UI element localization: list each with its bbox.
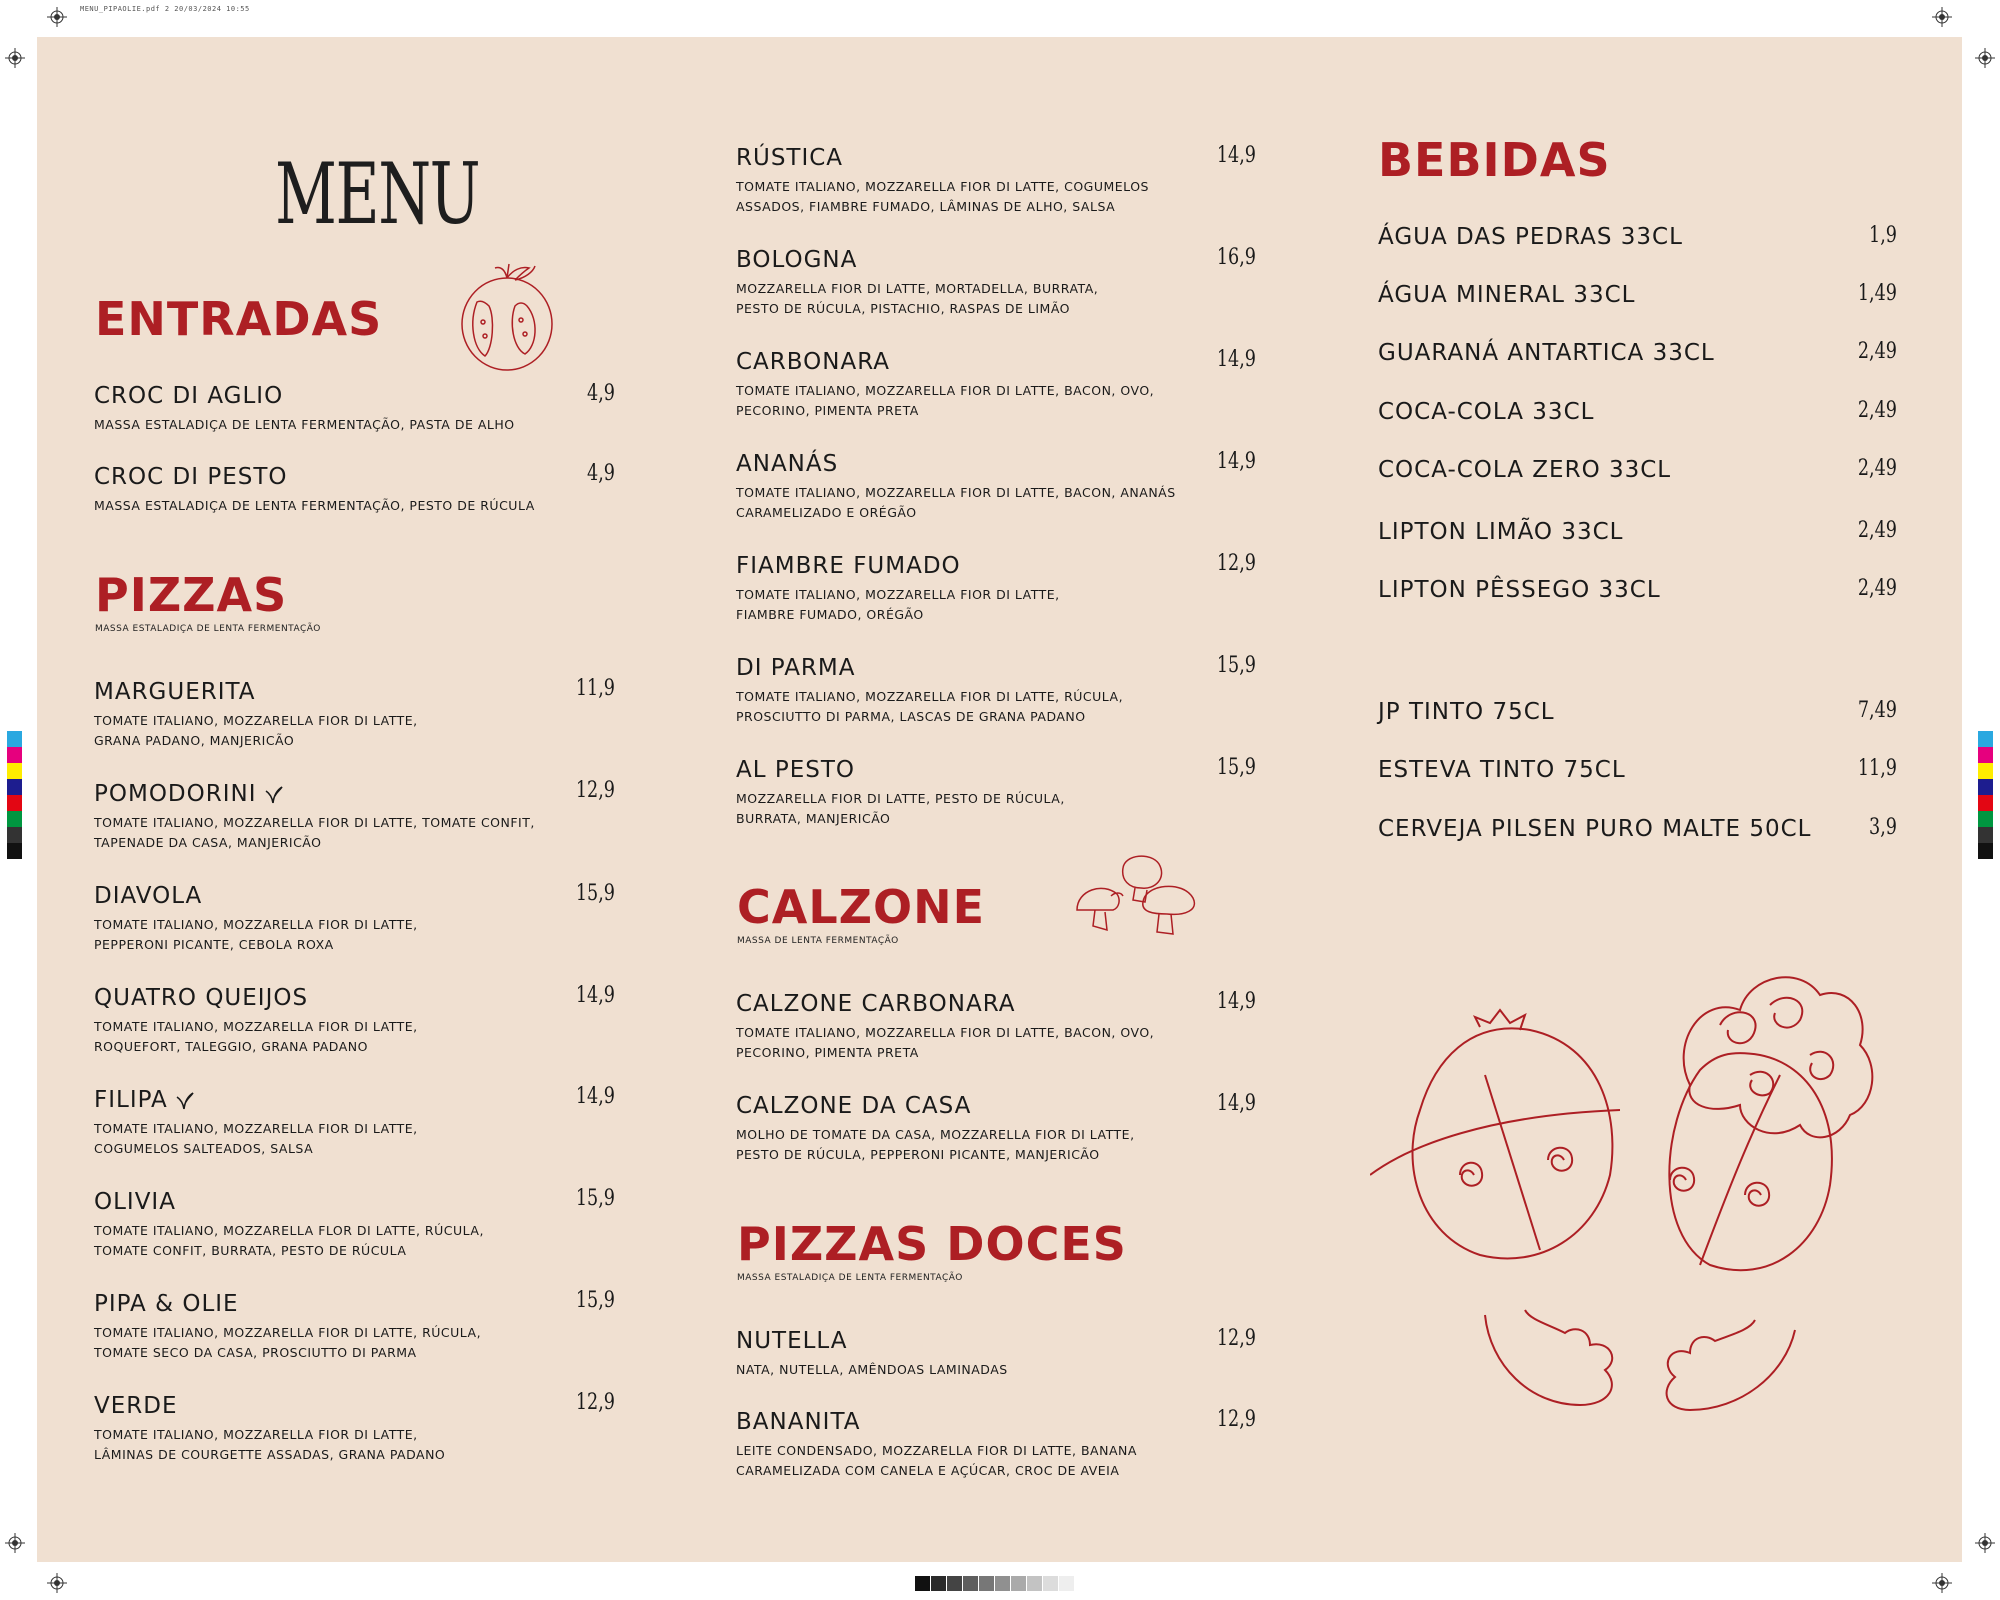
item-name: ÁGUA DAS PEDRAS 33CL [1378, 224, 1683, 250]
item-description: TOMATE ITALIANO, MOZZARELLA FIOR DI LATTE, COGUMELOS ASSADOS, FIAMBRE FUMADO, LÂMINAS DE ALHO, SALSA [736, 179, 1149, 214]
item-price: 4,9 [587, 381, 615, 406]
drink-item [1378, 699, 1555, 725]
item-name: COCA-COLA ZERO 33CL [1378, 457, 1672, 483]
drink-item [1378, 224, 1683, 250]
item-description: TOMATE ITALIANO, MOZZARELLA FIOR DI LATTE, GRANA PADANO, MANJERICÃO [94, 713, 418, 748]
item-name: DI PARMA [736, 655, 856, 681]
menu-item [736, 349, 1154, 421]
item-description: TOMATE ITALIANO, MOZZARELLA FIOR DI LATTE, BACON, ANANÁS CARAMELIZADO E ORÉGÃO [736, 485, 1176, 520]
item-price: 15,9 [1216, 653, 1256, 678]
item-price: 12,9 [575, 778, 615, 803]
item-name: LIPTON PÊSSEGO 33CL [1378, 577, 1661, 603]
item-price: 7,49 [1857, 698, 1897, 723]
item-description: TOMATE ITALIANO, MOZZARELLA FIOR DI LATTE, COGUMELOS SALTEADOS, SALSA [94, 1121, 418, 1156]
leaf-icon [176, 1091, 194, 1111]
item-price: 14,9 [1216, 347, 1256, 372]
drink-item [1378, 399, 1594, 425]
item-name: FIAMBRE FUMADO [736, 553, 961, 579]
menu-item [94, 985, 418, 1057]
item-description: TOMATE ITALIANO, MOZZARELLA FIOR DI LATTE, PEPPERONI PICANTE, CEBOLA ROXA [94, 917, 418, 952]
item-name: DIAVOLA [94, 883, 203, 909]
grayscale-calibration-bar [915, 1576, 1075, 1591]
menu-item [736, 655, 1123, 727]
menu-title: MENU [275, 145, 480, 243]
menu-item [94, 1291, 481, 1363]
menu-item [736, 757, 1065, 829]
menu-item [736, 991, 1154, 1063]
pizzas-section [95, 568, 321, 634]
item-description: MASSA ESTALADIÇA DE LENTA FERMENTAÇÃO, PASTA DE ALHO [94, 417, 515, 432]
menu-item [736, 553, 1060, 625]
section-title-entradas: ENTRADAS [95, 292, 383, 346]
item-price: 11,9 [1857, 756, 1897, 781]
item-name: ESTEVA TINTO 75CL [1378, 757, 1626, 783]
item-description: MOLHO DE TOMATE DA CASA, MOZZARELLA FIOR DI LATTE, PESTO DE RÚCULA, PEPPERONI PICANTE, MANJERICÃO [736, 1127, 1135, 1162]
bebidas-section [1378, 133, 1611, 187]
menu-item [736, 1409, 1137, 1481]
item-price: 1,49 [1857, 281, 1897, 306]
item-name: JP TINTO 75CL [1378, 699, 1555, 725]
item-price: 2,49 [1857, 576, 1897, 601]
item-description: MASSA ESTALADIÇA DE LENTA FERMENTAÇÃO, PESTO DE RÚCULA [94, 498, 535, 513]
mushroom-icon [1075, 850, 1200, 940]
item-name: AL PESTO [736, 757, 856, 783]
menu-item [736, 451, 1176, 523]
registration-mark-icon [47, 1573, 67, 1593]
item-price: 2,49 [1857, 456, 1897, 481]
section-title-pizzas: PIZZAS [95, 568, 288, 622]
item-name: CROC DI PESTO [94, 464, 288, 490]
item-name: CROC DI AGLIO [94, 383, 284, 409]
entradas-section [95, 292, 383, 346]
item-price: 16,9 [1216, 245, 1256, 270]
print-file-info: MENU_PIPAOLIE.pdf 2 20/03/2024 10:55 [80, 5, 250, 13]
item-price: 2,49 [1857, 518, 1897, 543]
calzone-section [737, 880, 986, 946]
menu-item [94, 883, 418, 955]
item-price: 12,9 [575, 1390, 615, 1415]
item-price: 14,9 [1216, 1091, 1256, 1116]
item-description: TOMATE ITALIANO, MOZZARELLA FIOR DI LATTE, RÚCULA, TOMATE SECO DA CASA, PROSCIUTTO DI PARMA [94, 1325, 482, 1360]
menu-item [736, 247, 1098, 319]
item-price: 15,9 [1216, 755, 1256, 780]
item-price: 12,9 [1216, 1407, 1256, 1432]
section-title-pizzas-doces: PIZZAS DOCES [737, 1217, 1127, 1271]
item-description: MOZZARELLA FIOR DI LATTE, MORTADELLA, BURRATA, PESTO DE RÚCULA, PISTACHIO, RASPAS DE LIMÃO [736, 281, 1099, 316]
color-calibration-bar-right [1978, 731, 1993, 859]
item-description: TOMATE ITALIANO, MOZZARELLA FIOR DI LATTE, RÚCULA, PROSCIUTTO DI PARMA, LASCAS DE GRANA PADANO [736, 689, 1124, 724]
item-price: 3,9 [1869, 815, 1897, 840]
item-name: POMODORINI [94, 781, 257, 807]
item-name: PIPA & OLIE [94, 1291, 239, 1317]
item-name: RÚSTICA [736, 145, 844, 171]
menu-item [94, 383, 515, 435]
menu-item [94, 1393, 445, 1465]
menu-item [736, 1093, 1135, 1165]
menu-item [94, 464, 535, 516]
item-name: ÁGUA MINERAL 33CL [1378, 282, 1636, 308]
item-price: 1,9 [1869, 223, 1897, 248]
item-price: 15,9 [575, 1186, 615, 1211]
item-description: LEITE CONDENSADO, MOZZARELLA FIOR DI LATTE, BANANA CARAMELIZADA COM CANELA E AÇÚCAR, CROC DE AVEIA [736, 1443, 1137, 1478]
item-price: 12,9 [1216, 551, 1256, 576]
section-subtitle-pizzas-doces: MASSA ESTALADIÇA DE LENTA FERMENTAÇÃO [737, 1273, 963, 1283]
item-name: ANANÁS [736, 451, 839, 477]
color-calibration-bar-left [7, 731, 22, 859]
item-name: COCA-COLA 33CL [1378, 399, 1595, 425]
item-name: BOLOGNA [736, 247, 858, 273]
menu-item [736, 1328, 1008, 1380]
item-price: 14,9 [575, 1084, 615, 1109]
item-name: MARGUERITA [94, 679, 256, 705]
drink-item [1378, 457, 1671, 483]
item-name: GUARANÁ ANTARTICA 33CL [1378, 340, 1715, 366]
item-price: 14,9 [1216, 143, 1256, 168]
item-name: OLIVIA [94, 1189, 176, 1215]
item-price: 2,49 [1857, 398, 1897, 423]
registration-mark-icon [1932, 7, 1952, 27]
drink-item [1378, 757, 1626, 783]
menu-item [94, 1087, 418, 1159]
item-name: CERVEJA PILSEN PURO MALTE 50CL [1378, 816, 1812, 842]
item-description: TOMATE ITALIANO, MOZZARELLA FIOR DI LATTE, BACON, OVO, PECORINO, PIMENTA PRETA [736, 383, 1155, 418]
item-description: TOMATE ITALIANO, MOZZARELLA FIOR DI LATTE, LÂMINAS DE COURGETTE ASSADAS, GRANA PADANO [94, 1427, 446, 1462]
menu-item [736, 145, 1149, 217]
item-price: 11,9 [575, 676, 615, 701]
pizzas-doces-section [737, 1217, 1127, 1283]
item-description: NATA, NUTELLA, AMÊNDOAS LAMINADAS [736, 1362, 1008, 1377]
item-description: TOMATE ITALIANO, MOZZARELLA FIOR DI LATTE, BACON, OVO, PECORINO, PIMENTA PRETA [736, 1025, 1155, 1060]
item-name: CALZONE DA CASA [736, 1093, 972, 1119]
section-title-calzone: CALZONE [737, 880, 986, 934]
item-price: 15,9 [575, 1288, 615, 1313]
item-name: CARBONARA [736, 349, 890, 375]
item-price: 12,9 [1216, 1326, 1256, 1351]
item-description: MOZZARELLA FIOR DI LATTE, PESTO DE RÚCULA, BURRATA, MANJERICÃO [736, 791, 1065, 826]
drink-item [1378, 340, 1715, 366]
registration-mark-icon [1975, 48, 1995, 68]
drink-item [1378, 816, 1811, 842]
item-description: TOMATE ITALIANO, MOZZARELLA FLOR DI LATTE, RÚCULA, TOMATE CONFIT, BURRATA, PESTO DE RÚCULA [94, 1223, 484, 1258]
drink-item [1378, 282, 1635, 308]
section-title-bebidas: BEBIDAS [1378, 133, 1611, 187]
drink-item [1378, 519, 1623, 545]
item-price: 4,9 [587, 461, 615, 486]
menu-item [94, 679, 418, 751]
item-price: 14,9 [1216, 449, 1256, 474]
item-description: TOMATE ITALIANO, MOZZARELLA FIOR DI LATTE, TOMATE CONFIT, TAPENADE DA CASA, MANJERICÃO [94, 815, 535, 850]
registration-mark-icon [1932, 1573, 1952, 1593]
registration-mark-icon [5, 1533, 25, 1553]
menu-item [94, 1189, 484, 1261]
item-description: TOMATE ITALIANO, MOZZARELLA FIOR DI LATTE, FIAMBRE FUMADO, ORÉGÃO [736, 587, 1060, 622]
menu-item [94, 781, 535, 853]
drink-item [1378, 577, 1661, 603]
tomato-icon [455, 262, 560, 377]
faces-illustration [1370, 965, 1905, 1420]
section-subtitle-pizzas: MASSA ESTALADIÇA DE LENTA FERMENTAÇÃO [95, 624, 321, 634]
item-name: FILIPA [94, 1087, 168, 1113]
item-name: VERDE [94, 1393, 178, 1419]
item-name: LIPTON LIMÃO 33CL [1378, 519, 1624, 545]
item-name: CALZONE CARBONARA [736, 991, 1016, 1017]
item-name: QUATRO QUEIJOS [94, 985, 309, 1011]
registration-mark-icon [1975, 1533, 1995, 1553]
item-price: 14,9 [1216, 989, 1256, 1014]
item-description: TOMATE ITALIANO, MOZZARELLA FIOR DI LATTE, ROQUEFORT, TALEGGIO, GRANA PADANO [94, 1019, 418, 1054]
item-name: BANANITA [736, 1409, 861, 1435]
item-price: 14,9 [575, 983, 615, 1008]
leaf-icon [265, 785, 283, 805]
item-name: NUTELLA [736, 1328, 848, 1354]
item-price: 2,49 [1857, 339, 1897, 364]
section-subtitle-calzone: MASSA DE LENTA FERMENTAÇÃO [737, 936, 899, 946]
registration-mark-icon [47, 7, 67, 27]
item-price: 15,9 [575, 881, 615, 906]
registration-mark-icon [5, 48, 25, 68]
